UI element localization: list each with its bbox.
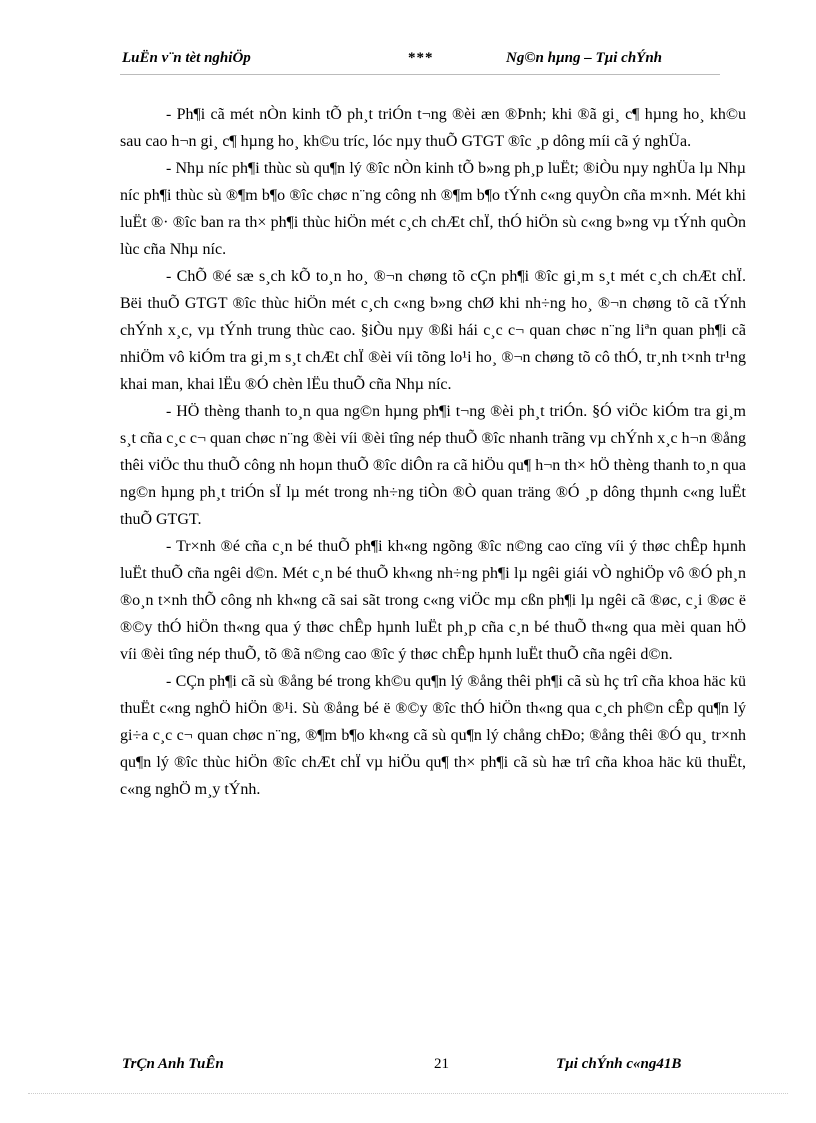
page-number: 21 — [434, 1056, 449, 1072]
paragraph: - Nhµ níc ph¶i thùc sù qu¶n lý ®îc nÒn kinh tÕ b»ng ph¸p luËt; ®iÒu nµy nghÜa lµ Nhµ níc ph¶i thùc sù ®¶m b¶o ®îc chøc n¨ng công nh ®¶m b¶o tÝnh c«ng quyÒn cña m×nh. Mét khi luËt ®· ®îc ban ra th× ph¶i thùc hiÖn mét c¸ch chÆt chÏ, thÓ hiÖn sù c«ng b»ng vµ tÝnh quÒn lùc cña Nhµ níc. — [120, 160, 746, 258]
page-bottom-border — [28, 1093, 788, 1094]
header-divider — [120, 74, 720, 75]
paragraph: - HÖ thèng thanh to¸n qua ng©n hµng ph¶i t¬ng ®èi ph¸t triÓn. §Ó viÖc kiÓm tra gi¸m s¸t cña c¸c c¬ quan chøc n¨ng ®èi víi ®èi tîng nép thuÕ ®îc nhanh trãng vµ chÝnh x¸c h¬n ®ång thêi viÖc thu thuÕ công nh hoµn thuÕ ®îc diÔn ra cã hiÖu qu¶ h¬n th× hÖ thèng thanh to¸n qua ng©n hµng ph¸t triÓn sÏ lµ mét trong nh÷ng tiÒn ®Ò quan träng ®Ó ¸p dông thµnh c«ng luËt thuÕ GTGT. — [120, 403, 746, 528]
header-department: Ng©n hµng – Tµi chÝnh — [506, 50, 663, 66]
footer-author: TrÇn Anh TuÊn — [122, 1056, 224, 1072]
header-thesis-title: LuËn v¨n tèt nghiÖp — [122, 50, 251, 66]
footer-class: Tµi chÝnh c«ng41B — [556, 1056, 682, 1072]
header-separator: *** — [408, 50, 434, 66]
paragraph: - ChÕ ®é sæ s¸ch kÕ to¸n ho¸ ®¬n chøng tõ cÇn ph¶i ®îc gi¸m s¸t mét c¸ch chÆt chÏ. Bëi thuÕ GTGT ®îc thùc hiÖn mét c¸ch c«ng b»ng chØ khi nh÷ng ho¸ ®¬n chøng tõ cã tÝnh chÝnh x¸c, vµ tÝnh trung thùc cao. §iÒu nµy ®ßi hái c¸c c¬ quan chøc n¨ng liªn quan ph¶i cã nhiÖm vô kiÓm tra gi¸m s¸t chÆt chÏ ®èi víi tõng lo¹i ho¸ ®¬n chøng tõ cô thÓ, tr¸nh t×nh tr¹ng khai man, khai lËu ®Ó chèn lËu thuÕ cña Nhµ níc. — [120, 268, 746, 393]
paragraph: - Tr×nh ®é cña c¸n bé thuÕ ph¶i kh«ng ngõng ®îc n©ng cao cïng víi ý thøc chÊp hµnh luËt thuÕ cña ngêi d©n. Mét c¸n bé thuÕ kh«ng nh÷ng ph¶i lµ ngêi giái vÒ nghiÖp vô ®Ó ph¸n ®o¸n t×nh thÕ công nh kh«ng cã sai sãt trong c«ng viÖc mµ cßn ph¶i lµ ngêi cã ®øc, c¸i ®øc ë ®©y thÓ hiÖn th«ng qua ý thøc chÊp hµnh luËt ph¸p cña c¸n bé thuÕ th«ng qua mèi quan hÖ víi ®èi tîng nép thuÕ, tõ ®ã n©ng cao ®îc ý thøc chÊp hµnh luËt thuÕ cña ngêi d©n. — [120, 538, 746, 663]
page-footer — [122, 1056, 722, 1078]
paragraph: - Ph¶i cã mét nÒn kinh tÕ ph¸t triÓn t¬ng ®èi æn ®Þnh; khi ®ã gi¸ c¶ hµng ho¸ kh©u sau cao h¬n gi¸ c¶ hµng ho¸ kh©u tríc, lóc nµy thuÕ GTGT ®îc ¸p dông míi cã ý nghÜa. — [120, 106, 746, 150]
paragraph: - CÇn ph¶i cã sù ®ång bé trong kh©u qu¶n lý ®ång thêi ph¶i cã sù hç trî cña khoa häc kü thuËt c«ng nghÖ hiÖn ®¹i. Sù ®ång bé ë ®©y ®îc thÓ hiÖn th«ng qua c¸ch ph©n cÊp qu¶n lý gi÷a c¸c c¬ quan chøc n¨ng, ®¶m b¶o kh«ng cã sù qu¶n lý chång chÐo; ®ång thêi ®Ó qu¸ tr×nh qu¶n lý ®îc thùc hiÖn ®îc chÆt chÏ vµ hiÖu qu¶ th× ph¶i cã sù hæ trî cña khoa häc kü thuËt, c«ng nghÖ m¸y tÝnh. — [120, 673, 746, 798]
page-header — [122, 50, 722, 72]
document-body — [120, 101, 746, 803]
